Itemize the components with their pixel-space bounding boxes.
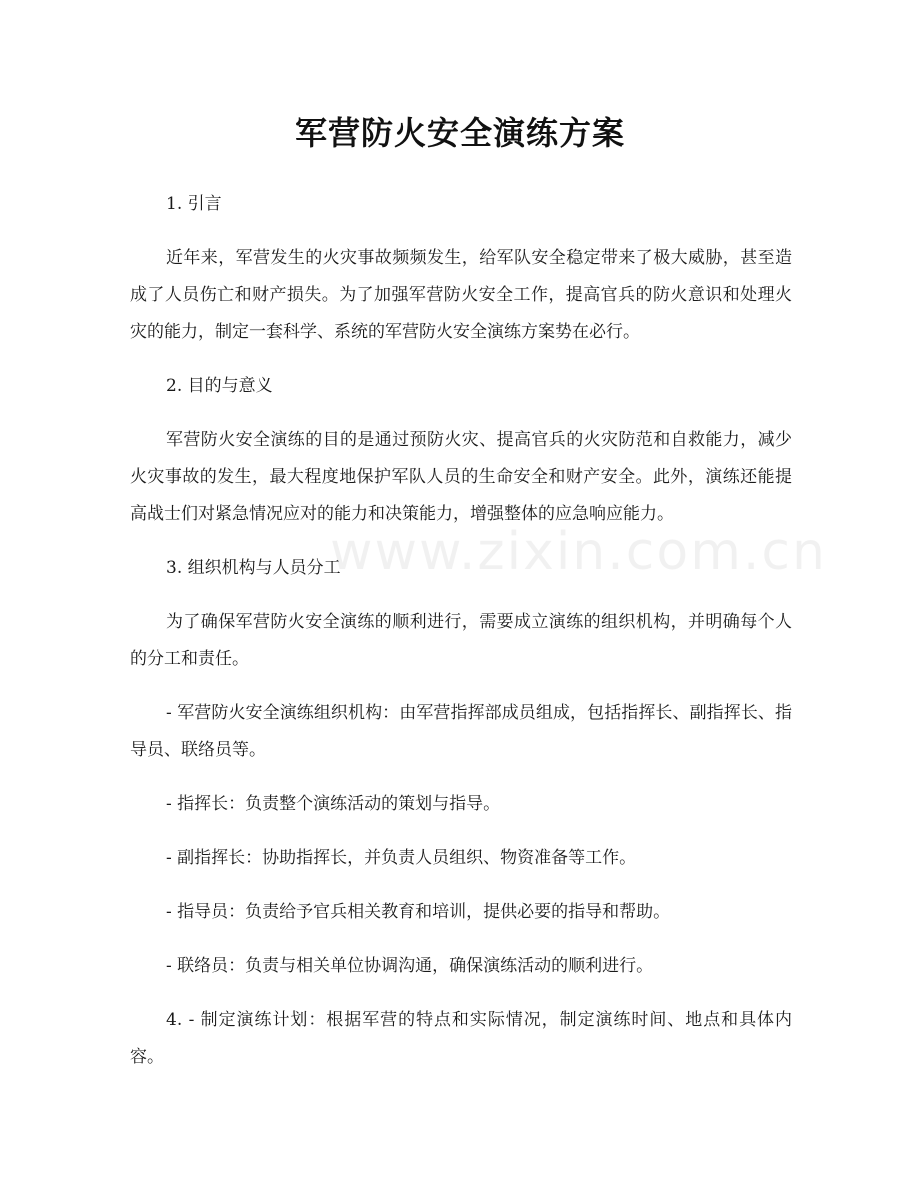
section-heading-purpose: 2. 目的与意义 — [166, 376, 273, 396]
document-title: 军营防火安全演练方案 — [294, 114, 625, 152]
section-heading-organization: 3. 组织机构与人员分工 — [166, 558, 341, 578]
list-item-instructor: - 指导员：负责给予官兵相关教育和培训，提供必要的指导和帮助。 — [166, 902, 671, 922]
paragraph-purpose: 军营防火安全演练的目的是通过预防火灾、提高官兵的火灾防范和自救能力，减少火灾事故的发生，最大程度地保护军队人员的生命安全和财产安全。此外，演练还能提高战士们对紧急情况应对的能力和决策能力，增强整体的应急响应能力。 — [130, 430, 792, 524]
paragraph-organization: 为了确保军营防火安全演练的顺利进行，需要成立演练的组织机构，并明确每个人的分工和责任。 — [130, 612, 792, 669]
watermark: www.zixin.com.cn — [330, 522, 827, 582]
list-item-commander: - 指挥长：负责整个演练活动的策划与指导。 — [166, 794, 501, 814]
list-item-deputy-commander: - 副指挥长：协助指挥长，并负责人员组织、物资准备等工作。 — [166, 848, 637, 868]
list-item-organization-body: - 军营防火安全演练组织机构：由军营指挥部成员组成，包括指挥长、副指挥长、指导员、联络员等。 — [130, 703, 792, 760]
paragraph-plan: 4. - 制定演练计划：根据军营的特点和实际情况，制定演练时间、地点和具体内容。 — [130, 1010, 792, 1067]
list-item-liaison: - 联络员：负责与相关单位协调沟通，确保演练活动的顺利进行。 — [166, 956, 654, 976]
paragraph-intro: 近年来，军营发生的火灾事故频频发生，给军队安全稳定带来了极大威胁，甚至造成了人员伤亡和财产损失。为了加强军营防火安全工作，提高官兵的防火意识和处理火灾的能力，制定一套科学、系统的军营防火安全演练方案势在必行。 — [130, 248, 792, 342]
section-heading-intro: 1. 引言 — [166, 194, 222, 214]
document-body — [130, 186, 792, 1093]
